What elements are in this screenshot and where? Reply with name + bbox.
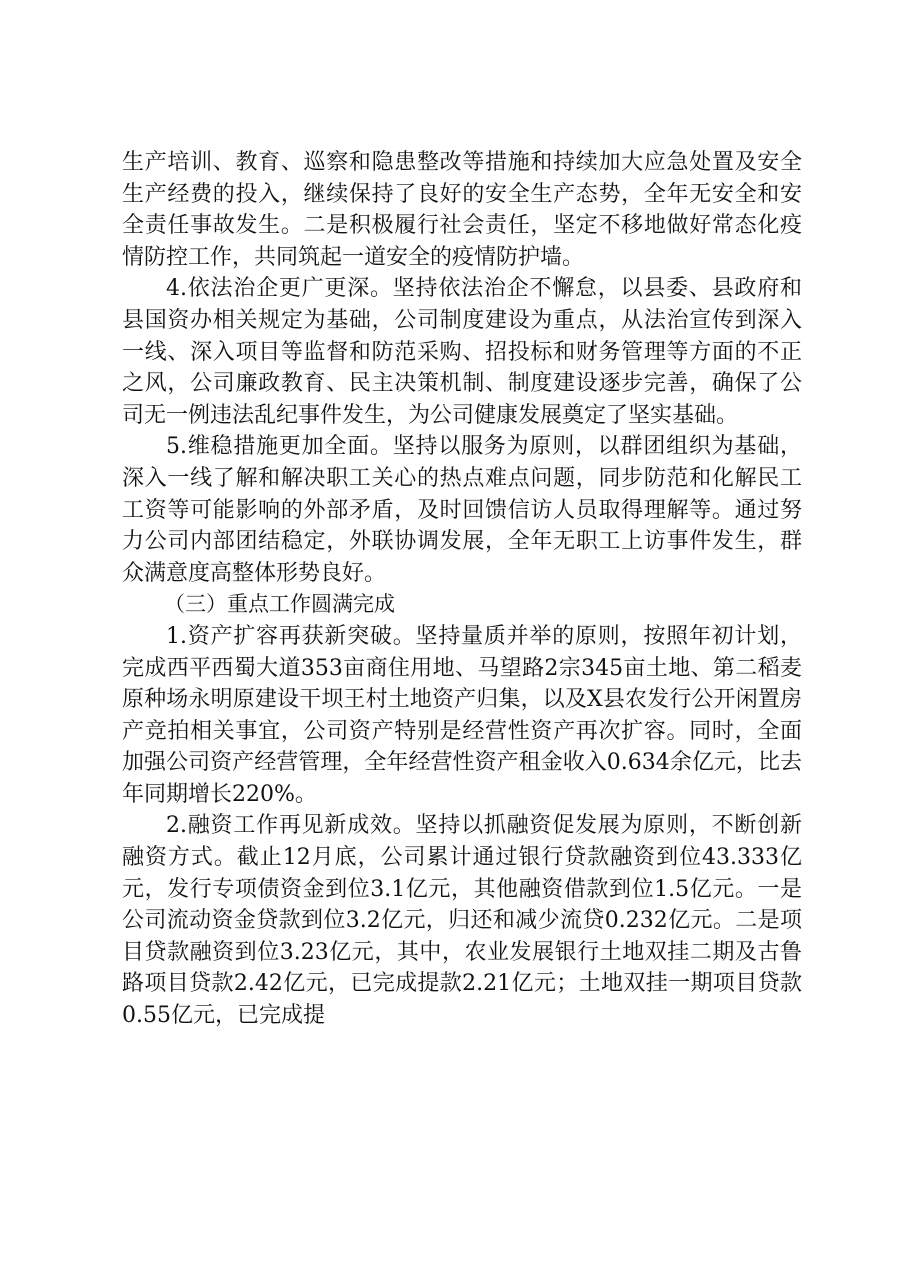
paragraph-rule-of-law: 4.依法治企更广更深。坚持依法治企不懈怠，以县委、县政府和县国资办相关规定为基础，公司制度建设为重点，从法治宣传到深入一线、深入项目等监督和防范采购、招投标和财务管理等方面的不正之风，公司廉政教育、民主决策机制、制度建设逐步完善，确保了公司无一例违法乱纪事件发生，为公司健康发展奠定了坚实基础。 — [122, 276, 802, 428]
document-page — [122, 147, 802, 1032]
paragraph-financing: 2.融资工作再见新成效。坚持以抓融资促发展为原则，不断创新融资方式。截止12月底，公司累计通过银行贷款融资到位43.333亿元，发行专项债资金到位3.1亿元，其他融资借款到位1.5亿元。一是公司流动资金贷款到位3.2亿元，归还和减少流贷0.232亿元。二是项目贷款融资到位3.23亿元，其中，农业发展银行土地双挂二期及古鲁路项目贷款2.42亿元，已完成提款2.21亿元；土地双挂一期项目贷款0.55亿元，已完成提 — [122, 813, 802, 1029]
paragraph-safety-continued: 生产培训、教育、巡察和隐患整改等措施和持续加大应急处置及安全生产经费的投入，继续保持了良好的安全生产态势，全年无安全和安全责任事故发生。二是积极履行社会责任，坚定不移地做好常态化疫情防控工作，共同筑起一道安全的疫情防护墙。 — [122, 150, 802, 270]
paragraph-asset-expansion: 1.资产扩容再获新突破。坚持量质并举的原则，按照年初计划，完成西平西蜀大道353亩商住用地、马望路2宗345亩土地、第二稻麦原种场永明原建设干坝王村土地资产归集，以及X县农发行公开闲置房产竞拍相关事宜，公司资产特别是经营性资产再次扩容。同时，全面加强公司资产经营管理，全年经营性资产租金收入0.634余亿元，比去年同期增长220%。 — [122, 623, 802, 807]
section-heading-key-work: （三）重点工作圆满完成 — [164, 592, 395, 617]
paragraph-stability: 5.维稳措施更加全面。坚持以服务为原则，以群团组织为基础，深入一线了解和解决职工关心的热点难点问题，同步防范和化解民工工资等可能影响的外部矛盾，及时回馈信访人员取得理解等。通过努力公司内部团结稳定，外联协调发展，全年无职工上访事件发生，群众满意度高整体形势良好。 — [122, 434, 802, 586]
